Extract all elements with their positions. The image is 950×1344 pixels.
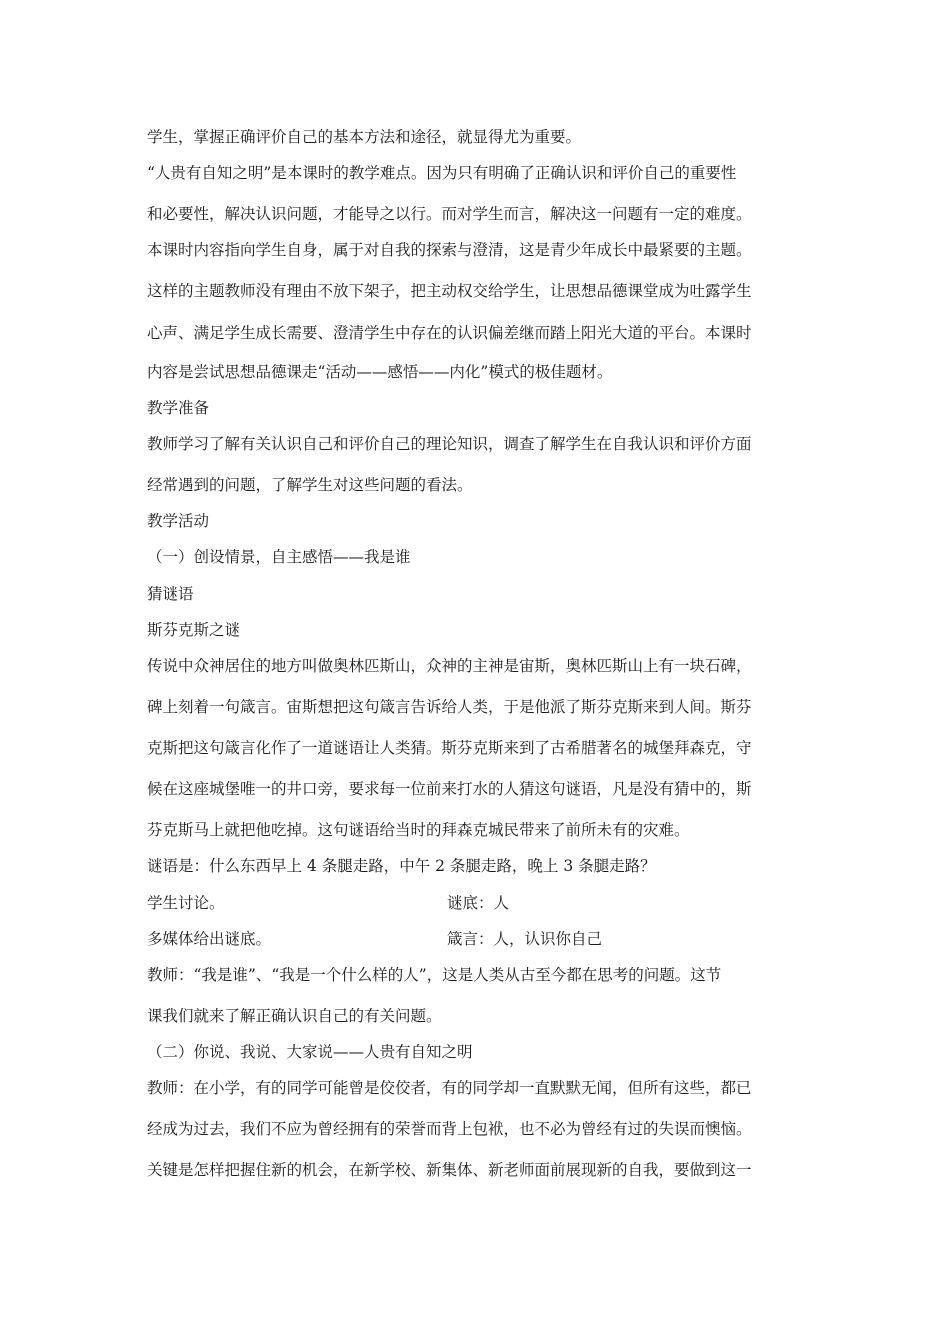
pair-row: [147, 892, 807, 914]
text-line: 候在这座城堡唯一的井口旁，要求每一位前来打水的人猜这句谜语，凡是没有猜中的，斯: [147, 780, 752, 798]
text-line: 教师：“我是谁”、“我是一个什么样的人”，这是人类从古至今都在思考的问题。这节: [147, 966, 722, 984]
text-line: 关键是怎样把握住新的机会，在新学校、新集体、新老师面前展现新的自我，要做到这一: [147, 1161, 752, 1179]
text-line: 猜谜语: [147, 585, 194, 603]
subsection-heading: （一）创设情景，自主感悟——我是谁: [147, 548, 411, 566]
text-line: 传说中众神居住的地方叫做奥林匹斯山，众神的主神是宙斯，奥林匹斯山上有一块石碑，: [147, 657, 752, 675]
pair-row: [147, 928, 807, 950]
text-line: 本课时内容指向学生自身，属于对自我的探索与澄清，这是青少年成长中最紧要的主题。: [147, 241, 752, 259]
subsection-heading: （二）你说、我说、大家说——人贵有自知之明: [147, 1043, 473, 1061]
text-line: 碑上刻着一句箴言。宙斯想把这句箴言告诉给人类，于是他派了斯芬克斯来到人间。斯芬: [147, 698, 752, 716]
text-line: 课我们就来了解正确认识自己的有关问题。: [147, 1007, 442, 1025]
text-line: 和必要性，解决认识问题，才能导之以行。而对学生而言，解决这一问题有一定的难度。: [147, 205, 752, 223]
text-line: 这样的主题教师没有理由不放下架子，把主动权交给学生，让思想品德课堂成为吐露学生: [147, 282, 752, 300]
pair-left: 学生讨论。: [147, 894, 225, 912]
pair-right: 谜底：人: [447, 894, 510, 912]
section-heading: 教学活动: [147, 512, 210, 530]
text-line: 芬克斯马上就把他吃掉。这句谜语给当时的拜森克城民带来了前所未有的灾难。: [147, 821, 690, 839]
pair-left: 多媒体给出谜底。: [147, 930, 272, 948]
text-line: 经成为过去，我们不应为曾经拥有的荣誉而背上包袱，也不必为曾经有过的失误而懊恼。: [147, 1120, 752, 1138]
text-line: 心声、满足学生成长需要、澄清学生中存在的认识偏差继而踏上阳光大道的平台。本课时: [147, 324, 752, 342]
text-line: 谜语是：什么东西早上 4 条腿走路，中午 2 条腿走路，晚上 3 条腿走路？: [147, 857, 656, 875]
text-line: 学生，掌握正确评价自己的基本方法和途径，就显得尤为重要。: [147, 128, 582, 146]
text-line: 斯芬克斯之谜: [147, 621, 241, 639]
text-line: 教师学习了解有关认识自己和评价自己的理论知识，调查了解学生在自我认识和评价方面: [147, 435, 752, 453]
text-line: 克斯把这句箴言化作了一道谜语让人类猜。斯芬克斯来到了古希腊著名的城堡拜森克，守: [147, 739, 752, 757]
text-line: 内容是尝试思想品德课走“活动——感悟——内化”模式的极佳题材。: [147, 363, 613, 381]
text-line: “人贵有自知之明”是本课时的教学难点。因为只有明确了正确认识和评价自己的重要性: [147, 164, 737, 182]
pair-right: 箴言：人，认识你自己: [447, 930, 603, 948]
text-line: 经常遇到的问题，了解学生对这些问题的看法。: [147, 476, 473, 494]
text-line: 教师：在小学，有的同学可能曾是佼佼者，有的同学却一直默默无闻，但所有这些，都已: [147, 1079, 752, 1097]
section-heading: 教学准备: [147, 399, 210, 417]
